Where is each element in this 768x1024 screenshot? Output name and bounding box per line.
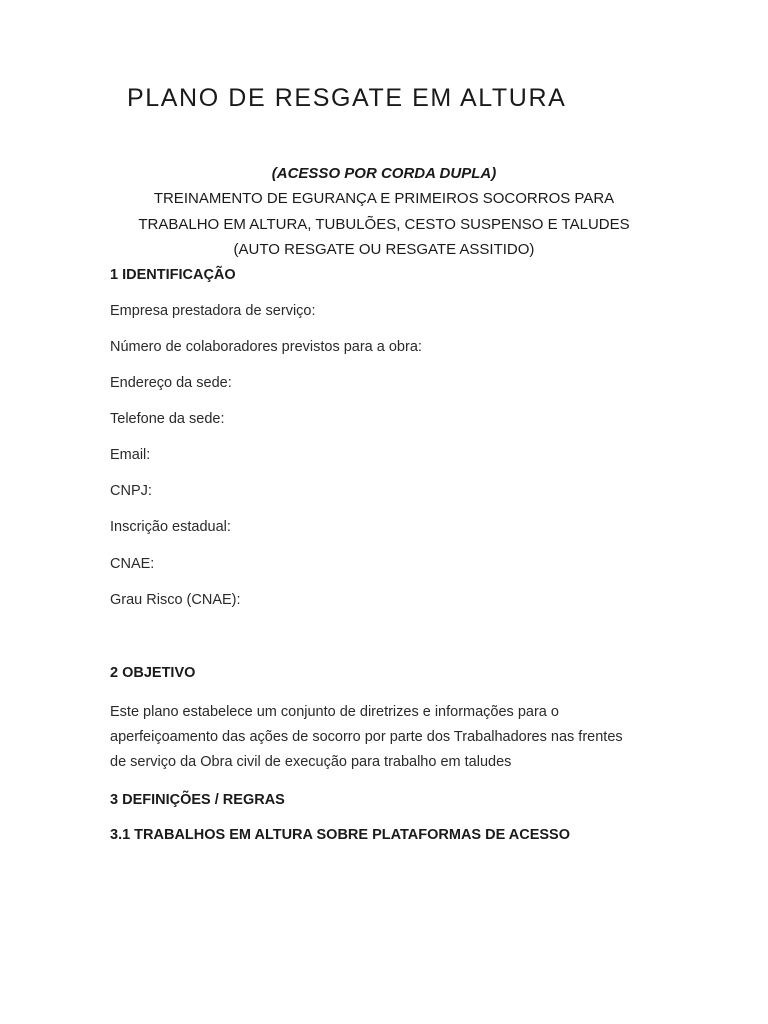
objective-line-2: aperfeiçoamento das ações de socorro por parte dos Trabalhadores nas frentes [110,729,623,745]
section-3-heading: 3 DEFINIÇÕES / REGRAS [110,792,285,808]
intro-line-1: TREINAMENTO DE EGURANÇA E PRIMEIROS SOCORROS PARA [153,190,615,207]
intro-line-2: TRABALHO EM ALTURA, TUBULÕES, CESTO SUSPENSO E TALUDES [138,216,630,233]
field-cnae: CNAE: [110,556,155,572]
section-1-heading: 1 IDENTIFICAÇÃO [110,267,236,283]
field-inscricao-estadual: Inscrição estadual: [110,519,231,535]
objective-paragraph [110,700,670,775]
intro-line-3: (AUTO RESGATE OU RESGATE ASSITIDO) [233,241,535,258]
field-telefone: Telefone da sede: [110,411,225,427]
section-3-1-heading: 3.1 TRABALHOS EM ALTURA SOBRE PLATAFORMAS DE ACESSO [110,827,570,843]
field-empresa: Empresa prestadora de serviço: [110,303,316,319]
objective-line-3: de serviço da Obra civil de execução para trabalho em taludes [110,754,512,770]
field-email: Email: [110,447,151,463]
document-subtitle: (ACESSO POR CORDA DUPLA) [271,165,497,182]
field-endereco: Endereço da sede: [110,375,232,391]
field-cnpj: CNPJ: [110,483,152,499]
section-2-heading: 2 OBJETIVO [110,665,196,681]
objective-line-1: Este plano estabelece um conjunto de diretrizes e informações para o [110,704,559,720]
document-title: PLANO DE RESGATE EM ALTURA [127,84,567,112]
field-grau-risco: Grau Risco (CNAE): [110,592,241,608]
field-numero-colaboradores: Número de colaboradores previstos para a obra: [110,339,422,355]
